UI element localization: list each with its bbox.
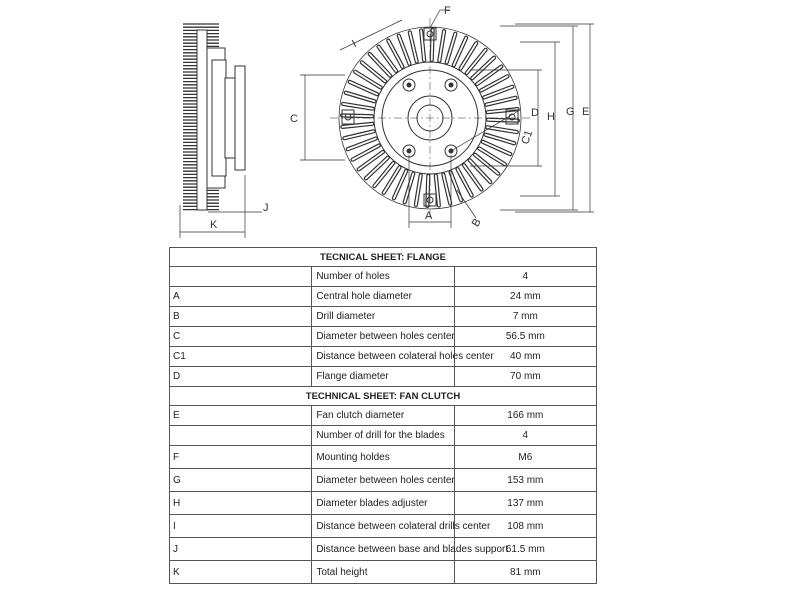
row-value: 166 mm	[454, 406, 596, 426]
row-code: J	[170, 538, 312, 561]
row-description: Total height	[312, 561, 454, 584]
row-code: E	[170, 406, 312, 426]
label-f: F	[444, 5, 451, 17]
row-code	[170, 267, 312, 287]
row-description: Diameter blades adjuster	[312, 492, 454, 515]
label-b: B	[469, 216, 484, 229]
row-description: Central hole diameter	[312, 287, 454, 307]
row-value: 108 mm	[454, 515, 596, 538]
row-code: H	[170, 492, 312, 515]
label-h: H	[547, 111, 555, 123]
row-value: 137 mm	[454, 492, 596, 515]
row-value: 7 mm	[454, 307, 596, 327]
table-row	[170, 538, 597, 561]
row-description: Number of holes	[312, 267, 454, 287]
table-row	[170, 469, 597, 492]
row-code: K	[170, 561, 312, 584]
row-value: M6	[454, 446, 596, 469]
row-code: G	[170, 469, 312, 492]
label-c1: C1	[519, 128, 536, 147]
side-view	[180, 24, 262, 238]
technical-drawing	[0, 0, 800, 245]
section-title: TECNICAL SHEET: FLANGE	[170, 248, 597, 267]
row-value: 153 mm	[454, 469, 596, 492]
label-j: J	[263, 202, 269, 214]
row-code	[170, 426, 312, 446]
label-k: K	[210, 219, 218, 231]
row-value: 70 mm	[454, 367, 596, 387]
label-e: E	[582, 106, 590, 118]
row-value: 4	[454, 426, 596, 446]
spec-table	[169, 247, 597, 584]
row-value: 56.5 mm	[454, 327, 596, 347]
row-value: 61.5 mm	[454, 538, 596, 561]
row-value: 81 mm	[454, 561, 596, 584]
row-code: D	[170, 367, 312, 387]
table-row	[170, 492, 597, 515]
row-description: Mounting holdes	[312, 446, 454, 469]
table-row	[170, 347, 597, 367]
table-row	[170, 406, 597, 426]
row-description: Fan clutch diameter	[312, 406, 454, 426]
row-value: 4	[454, 267, 596, 287]
row-code: C1	[170, 347, 312, 367]
row-code: C	[170, 327, 312, 347]
row-description: Distance between colateral holes center	[312, 347, 454, 367]
label-c: C	[290, 113, 298, 125]
table-row	[170, 446, 597, 469]
row-value: 24 mm	[454, 287, 596, 307]
table-row	[170, 515, 597, 538]
row-code: I	[170, 515, 312, 538]
table-row	[170, 307, 597, 327]
table-row	[170, 267, 597, 287]
table-row	[170, 367, 597, 387]
flange-section-header	[170, 248, 597, 267]
row-description: Diameter between holes center	[312, 469, 454, 492]
label-i: I	[350, 38, 359, 51]
table-row	[170, 287, 597, 307]
section-title: TECHNICAL SHEET: FAN CLUTCH	[170, 387, 597, 406]
table-row	[170, 426, 597, 446]
row-description: Number of drill for the blades	[312, 426, 454, 446]
row-description: Diameter between holes center	[312, 327, 454, 347]
row-description: Distance between base and blades support	[312, 538, 454, 561]
row-code: B	[170, 307, 312, 327]
row-value: 40 mm	[454, 347, 596, 367]
row-code: A	[170, 287, 312, 307]
row-description: Drill diameter	[312, 307, 454, 327]
label-g: G	[566, 106, 575, 118]
row-code: F	[170, 446, 312, 469]
table-row	[170, 561, 597, 584]
row-description: Distance between colateral drills center	[312, 515, 454, 538]
table-row	[170, 327, 597, 347]
row-description: Flange diameter	[312, 367, 454, 387]
label-d: D	[531, 107, 539, 119]
label-a: A	[425, 210, 433, 222]
fan-clutch-section-header	[170, 387, 597, 406]
